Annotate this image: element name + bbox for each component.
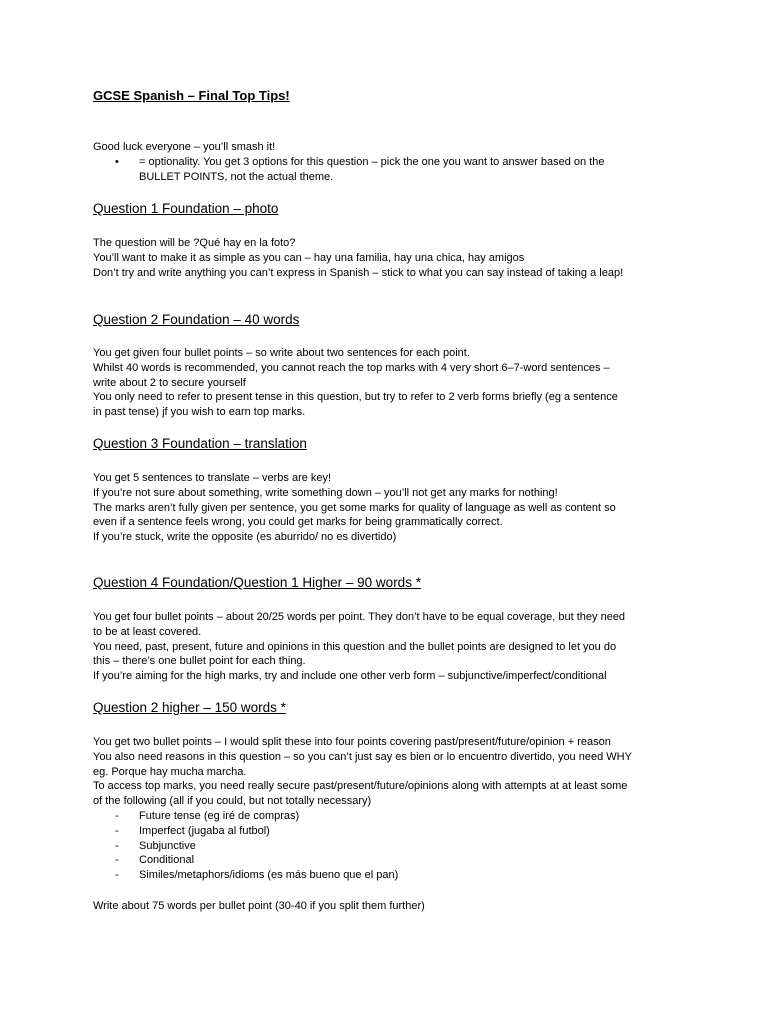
list-item-text: Conditional: [139, 854, 195, 867]
text-line: this – there’s one bullet point for each thing.: [93, 655, 306, 668]
text-line: You’ll want to make it as simple as you can – hay una familia, hay una chica, hay amigos: [93, 251, 525, 264]
text-line: If you’re not sure about something, write something down – you’ll not get any marks for nothing!: [93, 486, 558, 499]
text-line: You need, past, present, future and opinions in this question and the bullet points are designed to let you do: [93, 640, 617, 653]
heading-q2-higher: Question 2 higher – 150 words *: [93, 700, 286, 715]
intro-bullet-list: [93, 155, 683, 185]
text-line: The question will be ?Qué hay en la foto?: [93, 237, 296, 249]
heading-q1-foundation: Question 1 Foundation – photo: [93, 201, 279, 216]
list-item-text: Imperfect (jugaba al futbol): [139, 824, 270, 837]
list-item: [93, 853, 683, 868]
heading-q2-foundation: Question 2 Foundation – 40 words: [93, 312, 300, 327]
dash-mark: -: [115, 869, 119, 882]
text-line: If you’re stuck, write the opposite (es aburrido/ no es divertido): [93, 531, 397, 544]
dash-mark: -: [115, 810, 119, 822]
text-line: write about 2 to secure yourself: [93, 376, 246, 389]
q3-text: [93, 471, 683, 545]
closing-text: [93, 899, 683, 914]
heading-q3-foundation: Question 3 Foundation – translation: [93, 436, 307, 451]
text-line: in past tense) jf you wish to earn top marks.: [93, 406, 306, 419]
grammar-dash-list: [93, 809, 683, 883]
text-line: Write about 75 words per bullet point (30-40 if you split them further): [93, 900, 425, 912]
intro-line: Good luck everyone – you’ll smash it!: [93, 141, 276, 153]
heading-q4-foundation-q1-higher: Question 4 Foundation/Question 1 Higher – 90 words *: [93, 575, 421, 590]
bullet-mark: •: [115, 156, 119, 168]
bullet-text-line: = optionality. You get 3 options for this question – pick the one you want to answer based on the: [139, 156, 605, 168]
list-item: [93, 839, 683, 854]
text-line: You get four bullet points – about 20/25 words per point. They don’t have to be equal coverage, but they need: [93, 611, 626, 623]
text-line: Whilst 40 words is recommended, you cannot reach the top marks with 4 very short 6–7-word sentences –: [93, 361, 610, 374]
text-line: You get 5 sentences to translate – verbs are key!: [93, 472, 332, 484]
text-line: of the following (all if you could, but not totally necessary): [93, 795, 372, 808]
bullet-text-line: BULLET POINTS, not the actual theme.: [139, 170, 334, 183]
intro-bullet: [93, 155, 683, 185]
text-line: You get two bullet points – I would split these into four points covering past/present/future/opinion + reason: [93, 736, 611, 748]
q1-text: [93, 236, 683, 280]
text-line: The marks aren’t fully given per sentence, you get some marks for quality of language as well as content so: [93, 501, 616, 514]
dash-mark: -: [115, 824, 119, 837]
q4-text: [93, 610, 683, 684]
text-line: Don’t try and write anything you can’t express in Spanish – stick to what you can say instead of taking a leap!: [93, 266, 624, 279]
text-line: even if a sentence feels wrong, you could get marks for being grammatically correct.: [93, 516, 503, 529]
list-item: [93, 809, 683, 824]
text-line: If you’re aiming for the high marks, try and include one other verb form – subjunctive/imperfect/conditional: [93, 670, 607, 683]
text-line: You also need reasons in this question – so you can’t just say es bien or lo encuentro divertido, you need WHY: [93, 750, 632, 763]
text-line: You get given four bullet points – so write about two sentences for each point.: [93, 347, 470, 359]
list-item: [93, 824, 683, 839]
dash-mark: -: [115, 854, 119, 867]
q2-text: [93, 346, 683, 420]
list-item-text: Future tense (eg iré de compras): [139, 810, 300, 822]
q5-text: [93, 735, 683, 809]
page-title: GCSE Spanish – Final Top Tips!: [93, 88, 290, 103]
text-line: To access top marks, you need really secure past/present/future/opinions along with attempts at at least some: [93, 780, 628, 793]
list-item-text: Subjunctive: [139, 839, 196, 852]
list-item-text: Similes/metaphors/idioms (es más bueno que el pan): [139, 869, 399, 882]
text-line: eg. Porque hay mucha marcha.: [93, 765, 247, 778]
list-item: [93, 868, 683, 883]
dash-mark: -: [115, 839, 119, 852]
text-line: to be at least covered.: [93, 625, 202, 638]
text-line: You only need to refer to present tense in this question, but try to refer to 2 verb forms briefly (eg a sentence: [93, 391, 618, 404]
intro-text: [93, 140, 683, 155]
